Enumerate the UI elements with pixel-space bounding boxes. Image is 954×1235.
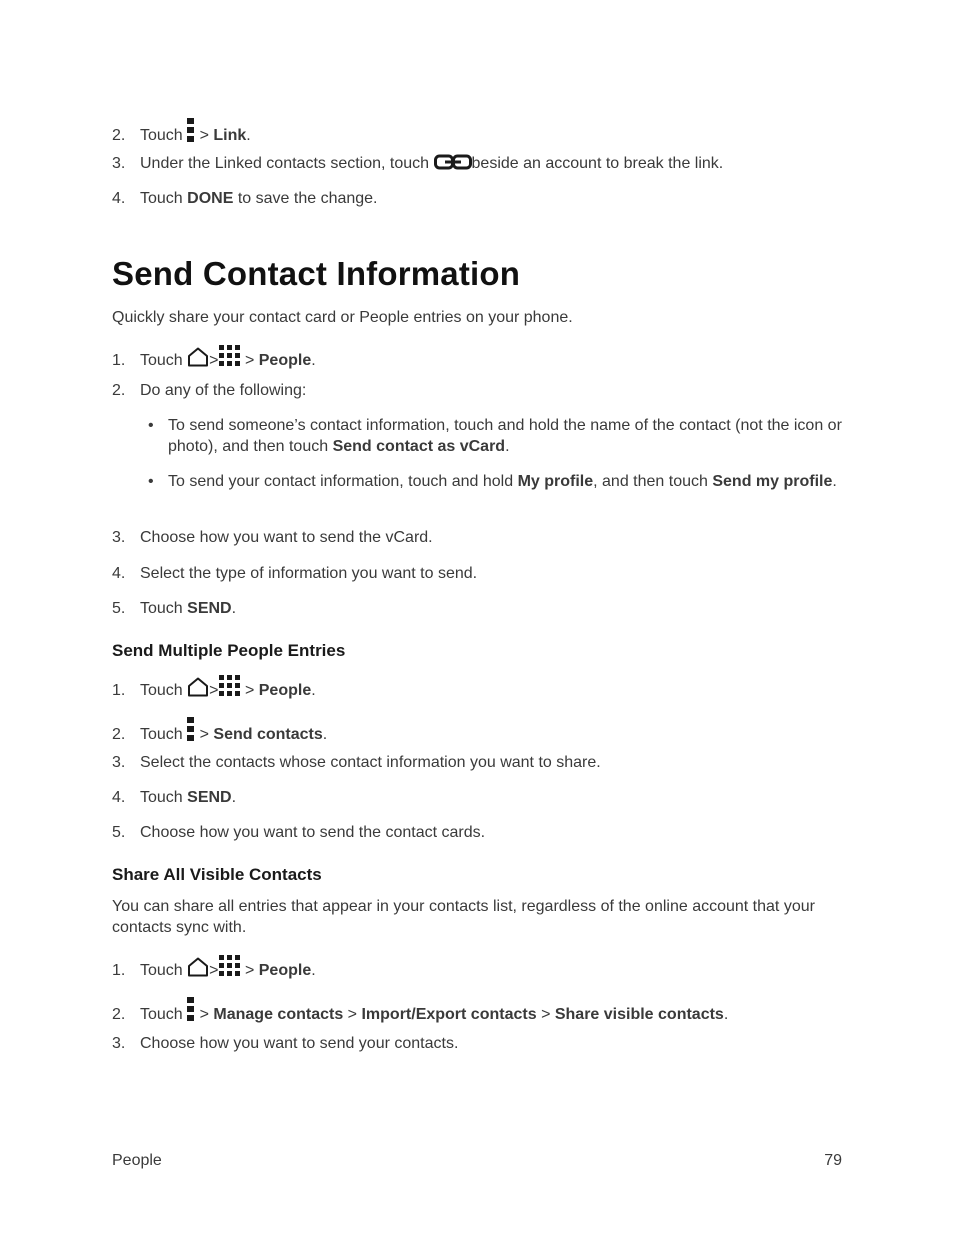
step-choose-how-contacts: 3. Choose how you want to send your contacts. xyxy=(112,1035,459,1052)
step-do-any: 2. Do any of the following: xyxy=(112,382,307,399)
menu-icon xyxy=(187,717,195,747)
step-touch-done: 4. Touch DONE to save the change. xyxy=(112,190,378,207)
footer-page-number: 79 xyxy=(824,1152,842,1169)
step-choose-how-cards: 5. Choose how you want to send the contact cards. xyxy=(112,824,486,841)
step-select-type: 4. Select the type of information you want to send. xyxy=(112,565,478,582)
home-icon xyxy=(187,347,209,373)
step-touch-home-apps-people: 1. Touch > > People. xyxy=(112,345,316,373)
link-icon xyxy=(434,154,472,176)
step-choose-how-vcard: 3. Choose how you want to send the vCard. xyxy=(112,529,433,546)
menu-icon xyxy=(187,997,195,1027)
apps-grid-icon xyxy=(219,345,241,373)
step-touch-menu-link: 2. Touch > Link. xyxy=(112,118,251,148)
step-break-link: 3. Under the Linked contacts section, touch beside an account to break the link. xyxy=(112,153,723,176)
share-visible-intro: You can share all entries that appear in your contacts list, regardless of the online account that your contacts sync with. xyxy=(112,898,815,936)
section-intro: Quickly share your contact card or People entries on your phone. xyxy=(112,309,573,326)
step-touch-home-apps-people: 1. Touch > > People. xyxy=(112,675,316,703)
bullet-send-my-profile: • To send your contact information, touch and hold My profile, and then touch Send my profile. xyxy=(148,473,837,490)
step-touch-send: 4. Touch SEND. xyxy=(112,789,237,806)
page-title: Send Contact Information xyxy=(112,255,521,292)
step-select-contacts: 3. Select the contacts whose contact information you want to share. xyxy=(112,754,601,771)
home-icon xyxy=(187,957,209,983)
step-touch-send: 5. Touch SEND. xyxy=(112,600,237,617)
home-icon xyxy=(187,677,209,703)
apps-grid-icon xyxy=(219,675,241,703)
footer-section-name: People xyxy=(112,1152,162,1169)
bullet-send-someone: • To send someone’s contact information, touch and hold the name of the contact (not the icon or photo), and then touch Send contact as vCard. xyxy=(148,417,842,455)
subheading-share-visible: Share All Visible Contacts xyxy=(112,865,322,884)
subheading-send-multiple: Send Multiple People Entries xyxy=(112,641,346,660)
step-manage-import-share: 2. Touch > Manage contacts > Import/Export contacts > Share visible contacts. xyxy=(112,997,728,1027)
step-touch-home-apps-people: 1. Touch > > People. xyxy=(112,955,316,983)
step-touch-menu-send-contacts: 2. Touch > Send contacts. xyxy=(112,717,327,747)
menu-icon xyxy=(187,118,195,148)
apps-grid-icon xyxy=(219,955,241,983)
